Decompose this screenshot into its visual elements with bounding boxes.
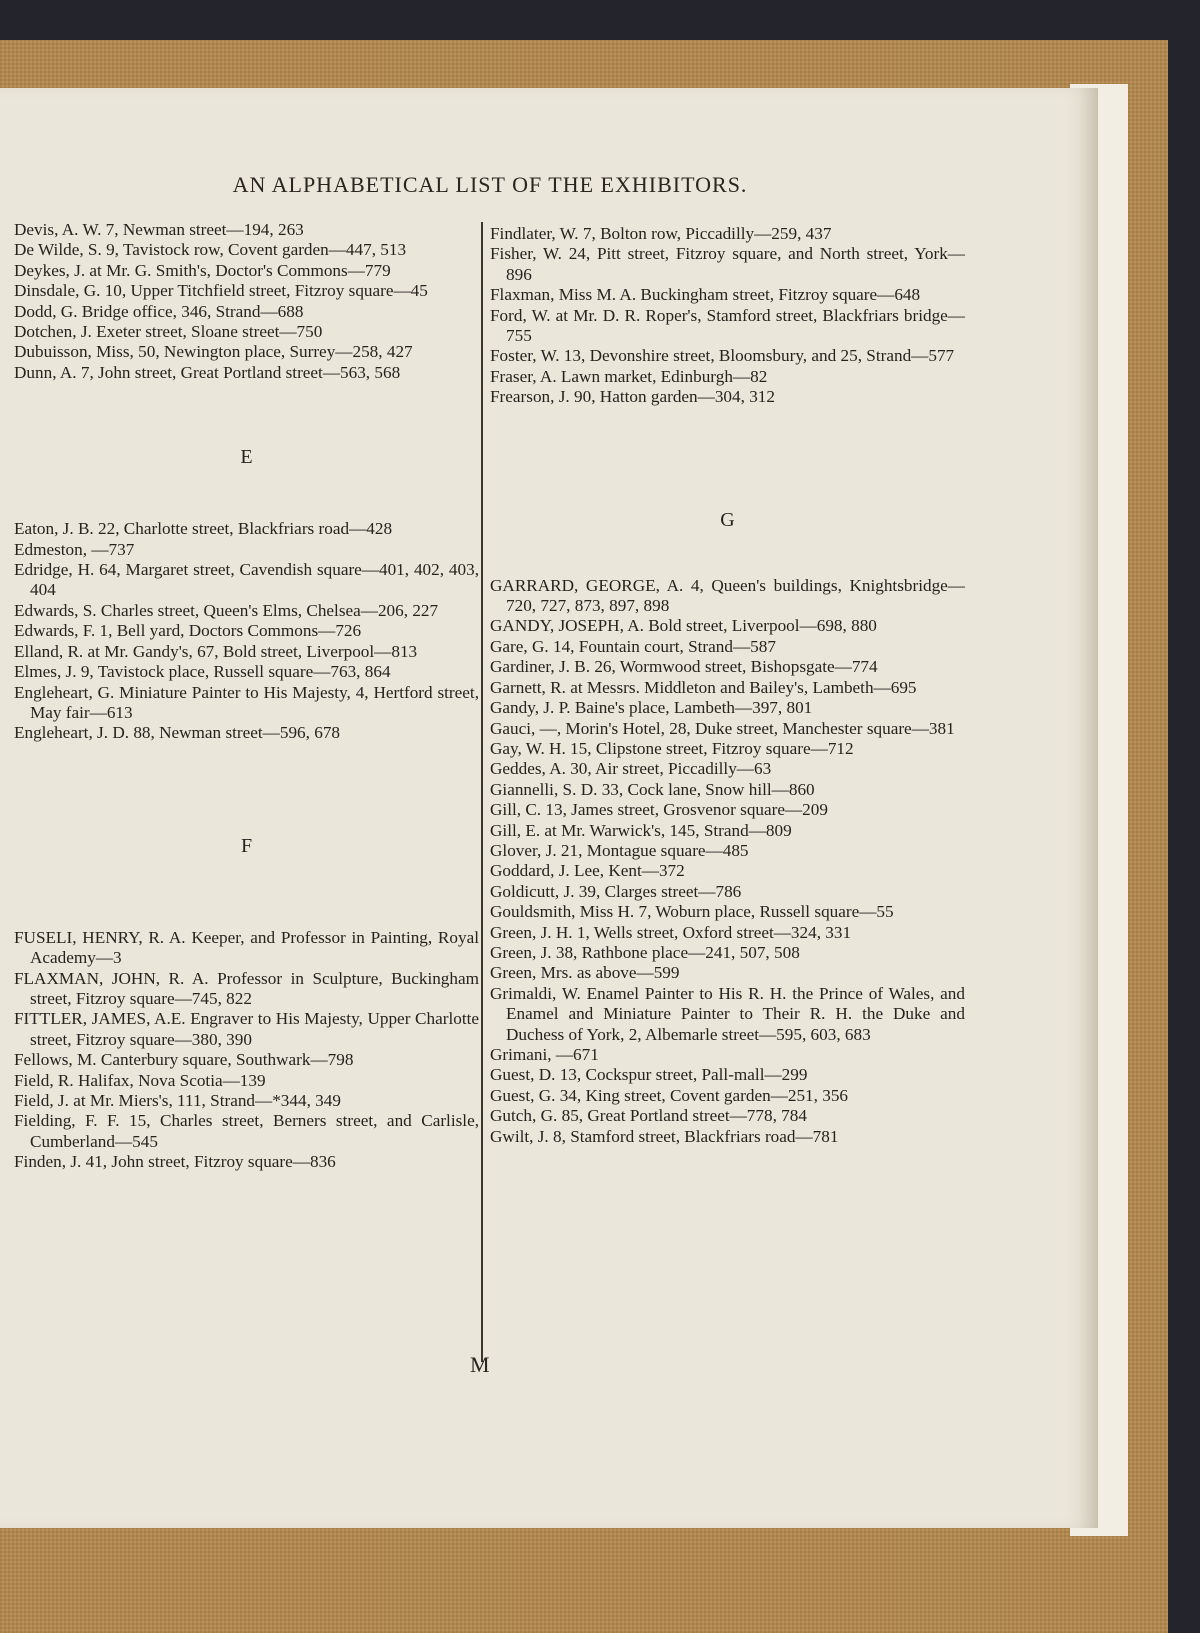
exhibitor-entry: Fraser, A. Lawn market, Edinburgh—82 bbox=[490, 366, 768, 386]
exhibitor-entry: Devis, A. W. 7, Newman street—194, 263 bbox=[14, 220, 304, 239]
section-g bbox=[490, 576, 965, 1147]
exhibitor-entry: Edwards, S. Charles street, Queen's Elms, Chelsea—206, 227 bbox=[14, 600, 439, 620]
exhibitor-entry: Green, J. H. 1, Wells street, Oxford street—324, 331 bbox=[490, 922, 852, 942]
exhibitor-entry: Garnett, R. at Messrs. Middleton and Bailey's, Lambeth—695 bbox=[490, 677, 917, 697]
exhibitor-entry: Elland, R. at Mr. Gandy's, 67, Bold street, Liverpool—813 bbox=[14, 641, 418, 661]
section-letter-g: G bbox=[720, 508, 735, 531]
exhibitor-entry: Gouldsmith, Miss H. 7, Woburn place, Russell square—55 bbox=[490, 902, 894, 922]
section-d-continued bbox=[14, 220, 479, 383]
exhibitor-entry: Eaton, J. B. 22, Charlotte street, Blackfriars road—428 bbox=[14, 519, 393, 539]
exhibitor-entry: Ford, W. at Mr. D. R. Roper's, Stamford street, Blackfriars bridge—755 bbox=[490, 305, 965, 346]
exhibitor-entry: Engleheart, G. Miniature Painter to His Majesty, 4, Hertford street, May fair—613 bbox=[14, 682, 479, 722]
exhibitor-entry: Green, J. 38, Rathbone place—241, 507, 508 bbox=[490, 942, 800, 962]
exhibitor-entry: Gill, E. at Mr. Warwick's, 145, Strand—809 bbox=[490, 820, 792, 840]
right-column bbox=[490, 224, 965, 1147]
exhibitor-entry: Glover, J. 21, Montague square—485 bbox=[490, 840, 749, 860]
left-column bbox=[14, 220, 479, 1173]
exhibitor-entry: Gill, C. 13, James street, Grosvenor square—209 bbox=[490, 800, 828, 820]
exhibitor-entry: Edwards, F. 1, Bell yard, Doctors Commons—726 bbox=[14, 621, 362, 641]
exhibitor-entry: Elmes, J. 9, Tavistock place, Russell square—763, 864 bbox=[14, 662, 391, 682]
exhibitor-entry: Deykes, J. at Mr. G. Smith's, Doctor's Commons—779 bbox=[14, 260, 391, 280]
exhibitor-entry: FLAXMAN, JOHN, R. A. Professor in Sculpture, Buckingham street, Fitzroy square—745, 822 bbox=[14, 968, 479, 1008]
exhibitor-entry: Giannelli, S. D. 33, Cock lane, Snow hill—860 bbox=[490, 779, 815, 799]
exhibitor-entry: GANDY, JOSEPH, A. Bold street, Liverpool—698, 880 bbox=[490, 616, 877, 636]
exhibitor-entry: Dotchen, J. Exeter street, Sloane street—750 bbox=[14, 322, 323, 342]
exhibitor-entry: Flaxman, Miss M. A. Buckingham street, Fitzroy square—648 bbox=[490, 285, 921, 305]
exhibitor-entry: Field, J. at Mr. Miers's, 111, Strand—*344, 349 bbox=[14, 1090, 341, 1110]
exhibitor-entry: Guest, D. 13, Cockspur street, Pall-mall—299 bbox=[490, 1065, 808, 1085]
exhibitor-entry: Dodd, G. Bridge office, 346, Strand—688 bbox=[14, 301, 304, 321]
signature-mark: M bbox=[470, 1352, 490, 1377]
exhibitor-entry: Green, Mrs. as above—599 bbox=[490, 963, 680, 983]
exhibitor-entry: Dunn, A. 7, John street, Great Portland street—563, 568 bbox=[14, 362, 401, 382]
exhibitor-entry: Dinsdale, G. 10, Upper Titchfield street, Fitzroy square—45 bbox=[14, 281, 428, 301]
exhibitor-entry: Guest, G. 34, King street, Covent garden—251, 356 bbox=[490, 1085, 849, 1105]
exhibitor-entry: Grimani, —671 bbox=[490, 1045, 599, 1064]
exhibitor-entry: Goddard, J. Lee, Kent—372 bbox=[490, 861, 685, 881]
exhibitor-entry: FITTLER, JAMES, A.E. Engraver to His Majesty, Upper Charlotte street, Fitzroy square—380, 390 bbox=[14, 1009, 479, 1049]
exhibitor-entry: Edmeston, —737 bbox=[14, 539, 135, 559]
exhibitor-entry: Dubuisson, Miss, 50, Newington place, Surrey—258, 427 bbox=[14, 342, 413, 362]
exhibitor-entry: GARRARD, GEORGE, A. 4, Queen's buildings, Knightsbridge—720, 727, 873, 897, 898 bbox=[490, 575, 965, 616]
exhibitor-entry: Edridge, H. 64, Margaret street, Cavendish square—401, 402, 403, 404 bbox=[14, 560, 479, 600]
exhibitor-entry: Field, R. Halifax, Nova Scotia—139 bbox=[14, 1070, 266, 1090]
exhibitor-entry: Engleheart, J. D. 88, Newman street—596, 678 bbox=[14, 723, 341, 743]
exhibitor-entry: Goldicutt, J. 39, Clarges street—786 bbox=[490, 881, 742, 901]
exhibitor-entry: Fielding, F. F. 15, Charles street, Berners street, and Carlisle, Cumberland—545 bbox=[14, 1111, 479, 1151]
exhibitor-entry: Grimaldi, W. Enamel Painter to His R. H. the Prince of Wales, and Enamel and Miniature Painter to Their R. H. the Duke and Duchess of York, 2, Albemarle street—595, 603, 683 bbox=[490, 983, 965, 1044]
section-letter-e: E bbox=[240, 446, 253, 469]
exhibitor-entry: Gay, W. H. 15, Clipstone street, Fitzroy square—712 bbox=[490, 738, 854, 758]
exhibitor-entry: Fellows, M. Canterbury square, Southwark—798 bbox=[14, 1050, 354, 1070]
exhibitor-entry: Findlater, W. 7, Bolton row, Piccadilly—259, 437 bbox=[490, 224, 832, 243]
exhibitor-entry: FUSELI, HENRY, R. A. Keeper, and Professor in Painting, Royal Academy—3 bbox=[14, 927, 479, 968]
exhibitor-entry: Finden, J. 41, John street, Fitzroy square—836 bbox=[14, 1152, 336, 1172]
exhibitor-entry: Frearson, J. 90, Hatton garden—304, 312 bbox=[490, 387, 775, 407]
exhibitor-entry: Geddes, A. 30, Air street, Piccadilly—63 bbox=[490, 759, 772, 779]
exhibitor-entry: Gare, G. 14, Fountain court, Strand—587 bbox=[490, 636, 776, 656]
exhibitor-entry: Gwilt, J. 8, Stamford street, Blackfriars road—781 bbox=[490, 1126, 839, 1146]
section-letter-f: F bbox=[240, 834, 253, 857]
section-e bbox=[14, 519, 479, 743]
exhibitor-entry: De Wilde, S. 9, Tavistock row, Covent garden—447, 513 bbox=[14, 240, 407, 260]
exhibitor-entry: Foster, W. 13, Devonshire street, Bloomsbury, and 25, Strand—577 bbox=[490, 346, 955, 366]
section-f bbox=[14, 928, 479, 1173]
column-divider bbox=[481, 222, 483, 1362]
exhibitor-entry: Gauci, —, Morin's Hotel, 28, Duke street, Manchester square—381 bbox=[490, 718, 955, 738]
page-title: AN ALPHABETICAL LIST OF THE EXHIBITORS. bbox=[232, 172, 748, 197]
exhibitor-entry: Gandy, J. P. Baine's place, Lambeth—397, 801 bbox=[490, 698, 813, 718]
exhibitor-entry: Gutch, G. 85, Great Portland street—778, 784 bbox=[490, 1106, 807, 1126]
exhibitor-entry: Gardiner, J. B. 26, Wormwood street, Bishopsgate—774 bbox=[490, 657, 878, 677]
section-f-continued bbox=[490, 224, 965, 408]
exhibitor-entry: Fisher, W. 24, Pitt street, Fitzroy square, and North street, York—896 bbox=[490, 244, 965, 284]
